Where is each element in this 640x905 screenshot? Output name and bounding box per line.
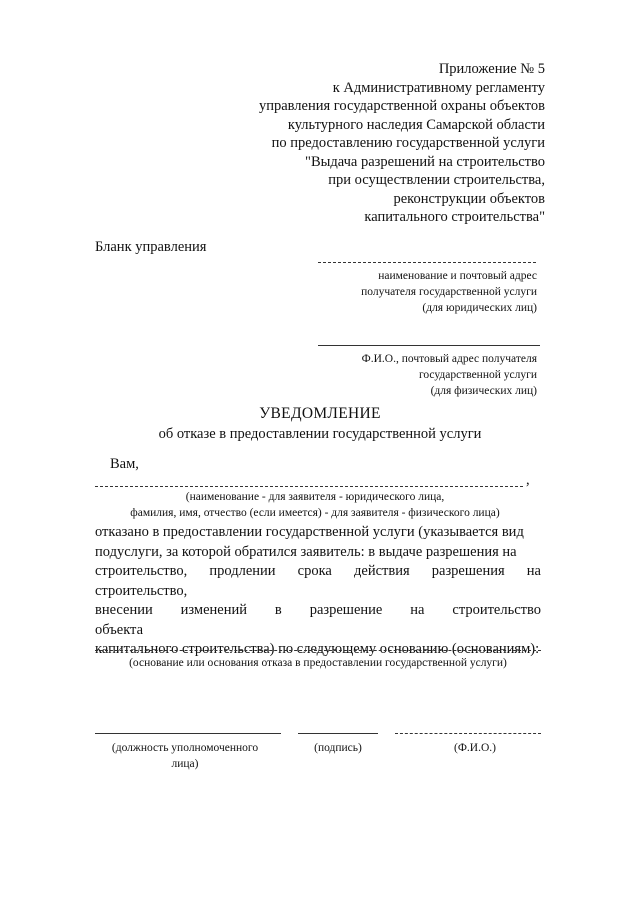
name-line[interactable] [395, 733, 541, 734]
header-line: к Административному регламенту [332, 79, 545, 96]
body-line: подуслуги, за которой обратился заявитель: в выдаче разрешения на [95, 543, 517, 560]
position-line[interactable] [95, 733, 281, 734]
header-line: Приложение № 5 [438, 61, 545, 77]
hint-line: (должность уполномоченного [111, 742, 259, 754]
sign-line[interactable] [298, 733, 378, 734]
header-line: культурного наследия Самарской области [287, 116, 545, 133]
refusal-body [95, 523, 541, 660]
appendix-header [185, 60, 545, 227]
blank-label: Бланк управления [95, 239, 207, 255]
header-line: по предоставлению государственной услуги [271, 135, 545, 151]
hint-line: (наименование - для заявителя - юридического лица, [185, 491, 445, 503]
position-hint [100, 740, 270, 772]
sign-hint: (подпись) [314, 742, 362, 754]
hint-line: государственной услуги [418, 369, 537, 381]
name-hint: (Ф.И.О.) [454, 742, 496, 754]
hint-line: наименование и почтовый адрес [378, 270, 537, 282]
body-line: отказано в предоставлении государственной услуги (указывается вид [95, 524, 524, 540]
applicant-line[interactable] [95, 486, 523, 487]
header-line: при осуществлении строительства, [328, 172, 545, 188]
reason-hint: (основание или основания отказа в предоставлении государственной услуги) [129, 657, 507, 669]
notice-title: УВЕДОМЛЕНИЕ [259, 405, 381, 422]
recipient-legal-hint [290, 268, 537, 316]
recipient-legal-line[interactable] [318, 262, 536, 263]
body-line: капитального строительства) по следующему основанию (основаниям): [95, 641, 540, 657]
applicant-hint [95, 489, 535, 521]
hint-line: лица) [171, 758, 199, 770]
hint-line: (для юридических лиц) [422, 302, 537, 314]
hint-line: Ф.И.О., почтовый адрес получателя [361, 353, 537, 365]
header-line: реконструкции объектов [393, 190, 545, 207]
body-line: строительство, продлении срока действия разрешения на строительство, [95, 563, 541, 599]
salutation: Вам, [110, 456, 139, 472]
reason-line[interactable] [95, 650, 541, 651]
recipient-individual-line[interactable] [318, 345, 540, 346]
body-line: внесении изменений в разрешение на строительство объекта [95, 602, 541, 638]
applicant-comma: , [526, 472, 530, 488]
recipient-individual-hint [290, 351, 537, 399]
header-line: капитального строительства" [364, 209, 545, 225]
hint-line: фамилия, имя, отчество (если имеется) - для заявителя - физического лица) [130, 507, 500, 519]
hint-line: получателя государственной услуги [361, 286, 537, 298]
notice-subtitle: об отказе в предоставлении государственной услуги [158, 426, 482, 442]
header-line: "Выдача разрешений на строительство [305, 153, 545, 170]
header-line: управления государственной охраны объектов [258, 98, 545, 114]
hint-line: (для физических лиц) [430, 385, 537, 397]
